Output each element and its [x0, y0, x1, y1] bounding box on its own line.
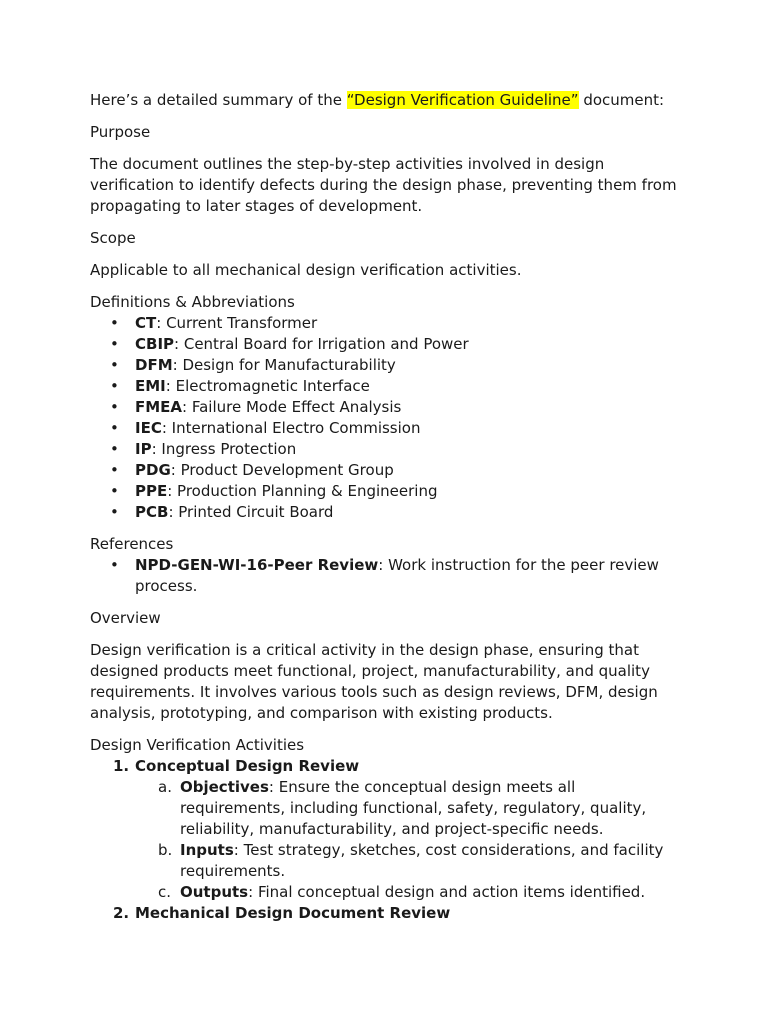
- scope-text: Applicable to all mechanical design verification activities.: [90, 261, 522, 279]
- intro-text-after: document:: [578, 91, 665, 109]
- sub-desc: : Test strategy, sketches, cost considerations, and facility requirements.: [180, 841, 664, 880]
- reference-term: NPD-GEN-WI-16-Peer Review: [135, 556, 379, 574]
- list-item: [90, 481, 680, 502]
- list-item: [135, 840, 680, 882]
- references-list: [90, 555, 680, 597]
- document-page: [90, 90, 680, 924]
- definition-term: EMI: [135, 377, 166, 395]
- definition-term: CBIP: [135, 335, 175, 353]
- definition-term: IEC: [135, 419, 162, 437]
- list-item: [90, 502, 680, 523]
- sub-list: [135, 777, 680, 903]
- list-item: [90, 418, 680, 439]
- purpose-heading: Purpose: [90, 123, 151, 141]
- sub-letter: b.: [158, 841, 173, 859]
- definition-desc: : Electromagnetic Interface: [165, 377, 370, 395]
- list-item: [90, 313, 680, 334]
- definition-desc: : Printed Circuit Board: [168, 503, 334, 521]
- list-item: [135, 777, 680, 840]
- intro-text-before: Here’s a detailed summary of the: [90, 91, 347, 109]
- sub-desc: : Ensure the conceptual design meets all requirements, including functional, safety, regulatory, quality, reliability, manufacturability, and project-specific needs.: [180, 778, 647, 838]
- definition-term: PPE: [135, 482, 168, 500]
- list-item: [90, 355, 680, 376]
- definition-desc: : Failure Mode Effect Analysis: [182, 398, 402, 416]
- highlighted-document-title: “Design Verification Guideline”: [346, 91, 579, 109]
- definition-desc: : International Electro Commission: [161, 419, 421, 437]
- list-item: [90, 555, 680, 597]
- activities-heading: Design Verification Activities: [90, 736, 305, 754]
- overview-heading: Overview: [90, 609, 161, 627]
- references-heading: References: [90, 535, 174, 553]
- list-item: [90, 460, 680, 481]
- definition-term: DFM: [135, 356, 173, 374]
- definition-desc: : Product Development Group: [170, 461, 394, 479]
- sub-term: Outputs: [180, 883, 249, 901]
- list-item: [90, 903, 680, 924]
- sub-term: Inputs: [180, 841, 234, 859]
- definition-desc: : Ingress Protection: [151, 440, 297, 458]
- intro-line: [90, 90, 680, 111]
- definition-term: IP: [135, 440, 152, 458]
- overview-text: Design verification is a critical activity in the design phase, ensuring that designed products meet functional, project, manufacturability, and quality requirements. It involves various tools such as design reviews, DFM, design analysis, prototyping, and comparison with existing products.: [90, 641, 658, 722]
- definition-desc: : Design for Manufacturability: [172, 356, 396, 374]
- definitions-heading: Definitions & Abbreviations: [90, 293, 295, 311]
- list-item: [90, 334, 680, 355]
- step-title: Mechanical Design Document Review: [135, 904, 451, 922]
- step-title: Conceptual Design Review: [135, 757, 360, 775]
- purpose-text: The document outlines the step-by-step activities involved in design verification to identify defects during the design phase, preventing them from propagating to later stages of development.: [90, 155, 677, 215]
- step-number: 1.: [113, 757, 130, 775]
- list-item: [90, 439, 680, 460]
- list-item: [90, 397, 680, 418]
- definitions-list: [90, 313, 680, 523]
- activities-list: [90, 756, 680, 924]
- definition-term: FMEA: [135, 398, 183, 416]
- sub-letter: c.: [158, 883, 172, 901]
- sub-letter: a.: [158, 778, 172, 796]
- step-number: 2.: [113, 904, 130, 922]
- definition-desc: : Central Board for Irrigation and Power: [174, 335, 469, 353]
- definition-desc: : Current Transformer: [156, 314, 318, 332]
- scope-heading: Scope: [90, 229, 136, 247]
- sub-desc: : Final conceptual design and action items identified.: [248, 883, 646, 901]
- list-item: [90, 376, 680, 397]
- definition-desc: : Production Planning & Engineering: [167, 482, 438, 500]
- definition-term: CT: [135, 314, 157, 332]
- definition-term: PCB: [135, 503, 169, 521]
- reference-desc: : Work instruction for the peer review process.: [135, 556, 659, 595]
- definition-term: PDG: [135, 461, 171, 479]
- list-item: [90, 756, 680, 903]
- sub-term: Objectives: [180, 778, 269, 796]
- list-item: [135, 882, 680, 903]
